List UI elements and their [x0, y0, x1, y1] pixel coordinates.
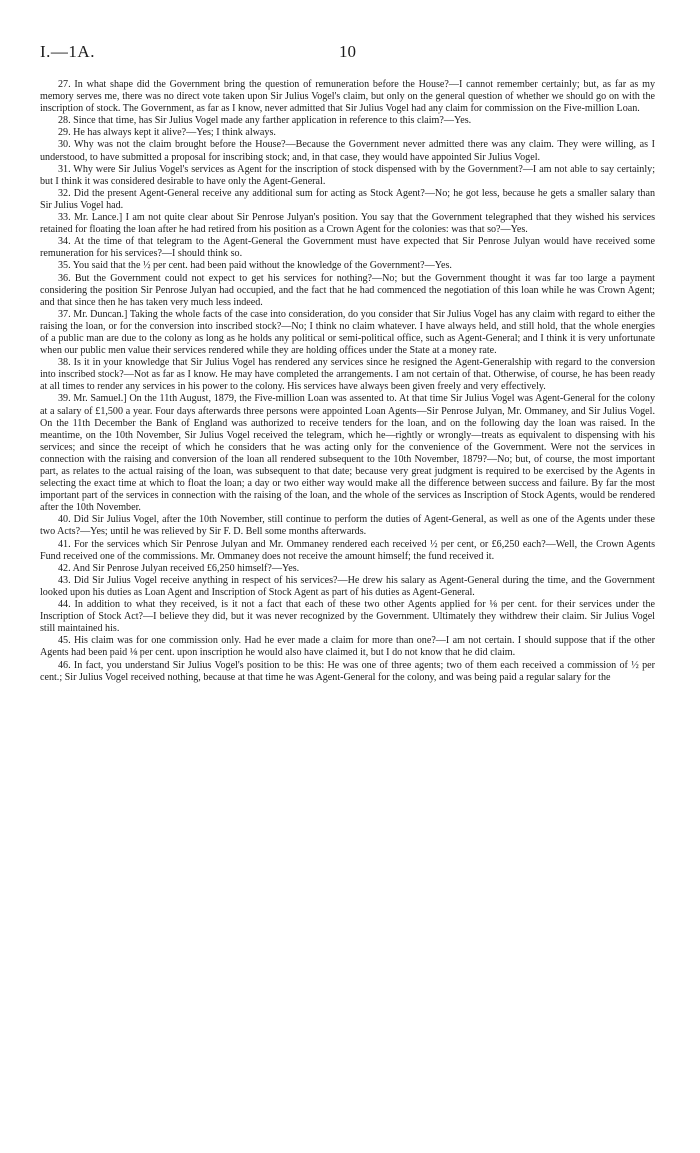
question-39: 39. Mr. Samuel.] On the 11th August, 1879, the Five-million Loan was assented to. At that time Sir Julius Vogel was Agent-General for the colony at a salary of £1,500 a year. Four days afterwards three persons were appointed Loan Agents—Sir Penrose Julyan, Mr. Ommaney, and Sir Julius Vogel. On the 11th December the Bank of England was authorized to receive tenders for the loan, and on the following day the loan was raised. In the meantime, on the 10th November, Sir Julius Vogel received the telegram, which he—rightly or wrongly—treats as equivalent to dispensing with his services; and since the receipt of which he considers that he was acting only for the convenience of the Government. Were not the services in connection with the raising and conversion of the loan all rendered subsequent to the 10th November, 1879?—No; but, of course, the most important part, as relates to the actual raising of the loan, was subsequent to that date; because very great judgment is required to be exercised by the Agents in selecting the exact time at which to float the loan; a day or two either way would make all the difference between success and failure. By far the most important part of the services in connection with the raising of the loan, and the whole of the services as Inscription of Stock Agents, would be rendered after the 10th November. — [40, 393, 655, 514]
question-43: 43. Did Sir Julius Vogel receive anything in respect of his services?—He drew his salary as Agent-General during the time, and the Government looked upon his duties as Loan Agent and Inscription of Stock Agent as part of his duties as Agent-General. — [40, 574, 655, 598]
question-41: 41. For the services which Sir Penrose Julyan and Mr. Ommaney rendered each received ½ per cent, or £6,250 each?—Well, the Crown Agents Fund received one of the commissions. Mr. Ommaney does not receive the amount himself; the fund received it. — [40, 538, 655, 562]
question-33: 33. Mr. Lance.] I am not quite clear about Sir Penrose Julyan's position. You say that the Government telegraphed that they wished his services retained for floating the loan after he had retired from his position as a Crown Agent for the colonies: was that so?—Yes. — [40, 212, 655, 236]
question-38: 38. Is it in your knowledge that Sir Julius Vogel has rendered any services since he resigned the Agent-Generalship with regard to the conversion into inscribed stock?—Not as far as I know. He may have completed the arrangements. I am not certain of that. Otherwise, of course, he has been ready at all times to render any services in his power to the colony. His services have always been given freely and very effectively. — [40, 357, 655, 393]
evidence-text — [40, 79, 655, 684]
question-44: 44. In addition to what they received, is it not a fact that each of these two other Agents applied for ⅛ per cent. for their services under the Inscription of Stock Act?—I believe they did, but it was never recognized by the Government. Ultimately they withdrew their claim. Sir Julius Vogel still maintained his. — [40, 599, 655, 635]
question-40: 40. Did Sir Julius Vogel, after the 10th November, still continue to perform the duties of Agent-General, as well as one of the Agents under these two Acts?—Yes; until he was relieved by Sir F. D. Bell some months afterwards. — [40, 514, 655, 538]
question-35: 35. You said that the ½ per cent. had been paid without the knowledge of the Government?—Yes. — [58, 260, 452, 272]
question-27: 27. In what shape did the Government bring the question of remuneration before the House?—I cannot remember certainly; but, as far as my memory serves me, there was no direct vote taken upon Sir Julius Vogel's claim, but only on the general question of whether we should go on with the inscription of stock. The Government, as far as I know, never admitted that Sir Julius Vogel had any claim for commission on the Five-million Loan. — [40, 79, 655, 115]
question-36: 36. But the Government could not expect to get his services for nothing?—No; but the Government thought it was far too large a payment considering the position Sir Penrose Julyan had occupied, and the fact that he had commenced the negotiation of this loan while he was Crown Agent; and that since then he has taken very much less indeed. — [40, 272, 655, 308]
question-45: 45. His claim was for one commission only. Had he ever made a claim for more than one?—I am not certain. I should suppose that if the other Agents had been paid ⅛ per cent. upon inscription he would also have claimed it, but I do not know that he did claim. — [40, 635, 655, 659]
question-31: 31. Why were Sir Julius Vogel's services as Agent for the inscription of stock dispensed with by the Government?—I am not able to say certainly; but I think it was considered desirable to have only the Agent-General. — [40, 163, 655, 187]
question-29: 29. He has always kept it alive?—Yes; I think always. — [58, 127, 276, 139]
question-32: 32. Did the present Agent-General receive any additional sum for acting as Stock Agent?—No; he got less, because he gets a smaller salary than Sir Julius Vogel had. — [40, 187, 655, 211]
question-28: 28. Since that time, has Sir Julius Vogel made any farther application in reference to this claim?—Yes. — [58, 115, 472, 127]
question-37: 37. Mr. Duncan.] Taking the whole facts of the case into consideration, do you consider that Sir Julius Vogel has any claim with regard to either the raising the loan, or for the conversion into inscribed stock?—No; I think no claim whatever. I have always held, and still hold, that the whole energies of a public man are due to the colony as long as he holds any political or semi-political office, such as Agent-General; and I think it is very unfortunate when our public men value their services rendered while they are holding offices under the State at a money rate. — [40, 308, 655, 357]
page-number: 10 — [339, 42, 356, 61]
parliamentary-paper-reference: I.—1A. — [40, 42, 95, 61]
question-34: 34. At the time of that telegram to the Agent-General the Government must have expected that Sir Penrose Julyan would have received some remuneration for his services?—I should think so. — [40, 236, 655, 260]
question-46: 46. In fact, you understand Sir Julius Vogel's position to be this: He was one of three agents; two of them each received a commission of ½ per cent.; Sir Julius Vogel received nothing, because at that time he was Agent-General for the colony, and was being paid a regular salary for the — [40, 659, 655, 683]
page-header — [40, 42, 655, 66]
question-42: 42. And Sir Penrose Julyan received £6,250 himself?—Yes. — [58, 562, 300, 574]
question-30: 30. Why was not the claim brought before the House?—Because the Government never admitted there was any claim. They were willing, as I understood, to have submitted a proposal for inscribing stock; and, in that case, they would have appointed Sir Julius Vogel. — [40, 139, 655, 163]
